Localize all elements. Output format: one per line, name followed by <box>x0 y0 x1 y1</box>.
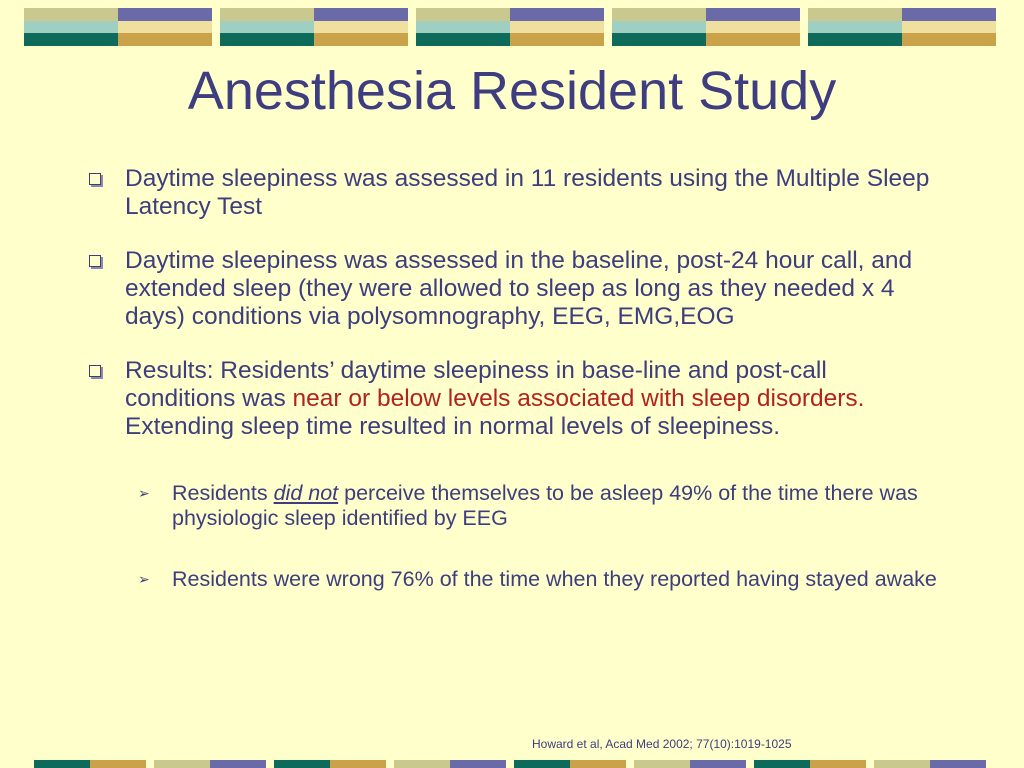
square-bullet-icon <box>89 173 101 185</box>
square-bullet-icon <box>89 255 101 267</box>
decorative-block <box>808 8 996 46</box>
sub-bullet-text: perceive themselves to be asleep 49% of the time there was physiologic sleep identified by EEG <box>172 481 918 530</box>
slide-title: Anesthesia Resident Study <box>187 61 837 121</box>
bullet-item <box>88 165 938 221</box>
sub-bullet-item <box>88 481 938 531</box>
bullet-item <box>88 247 938 331</box>
bottom-decorative-band <box>34 760 1024 768</box>
citation: Howard et al, Acad Med 2002; 77(10):1019-1025 <box>532 737 792 751</box>
decorative-block <box>24 8 212 46</box>
decorative-block <box>220 8 408 46</box>
arrow-bullet-icon: ➢ <box>138 485 150 501</box>
emphasized-text: did not <box>273 481 339 505</box>
sub-bullet-text: Residents <box>172 481 274 505</box>
square-bullet-icon <box>89 365 101 377</box>
sub-bullet-item <box>88 567 938 592</box>
slide-content <box>88 165 938 628</box>
highlighted-text: near or below levels associated with sleep disorders. <box>292 385 865 412</box>
top-decorative-band <box>24 8 1000 46</box>
bullet-text: Daytime sleepiness was assessed in the baseline, post-24 hour call, and extended sleep (they were allowed to sleep as long as they needed x 4 days) conditions via polysomnography, EEG, EMG,EOG <box>125 247 913 330</box>
bullet-item <box>88 357 938 441</box>
sub-bullet-text: Residents were wrong 76% of the time when they reported having stayed awake <box>172 567 937 591</box>
decorative-block <box>612 8 800 46</box>
bullet-text: Daytime sleepiness was assessed in 11 residents using the Multiple Sleep Latency Test <box>125 165 930 220</box>
bullet-text: Results: Residents’ daytime sleepiness in base-line and post-call conditions was <box>125 357 827 412</box>
decorative-block <box>416 8 604 46</box>
bullet-text: Extending sleep time resulted in normal levels of sleepiness. <box>125 413 781 440</box>
arrow-bullet-icon: ➢ <box>138 571 150 587</box>
